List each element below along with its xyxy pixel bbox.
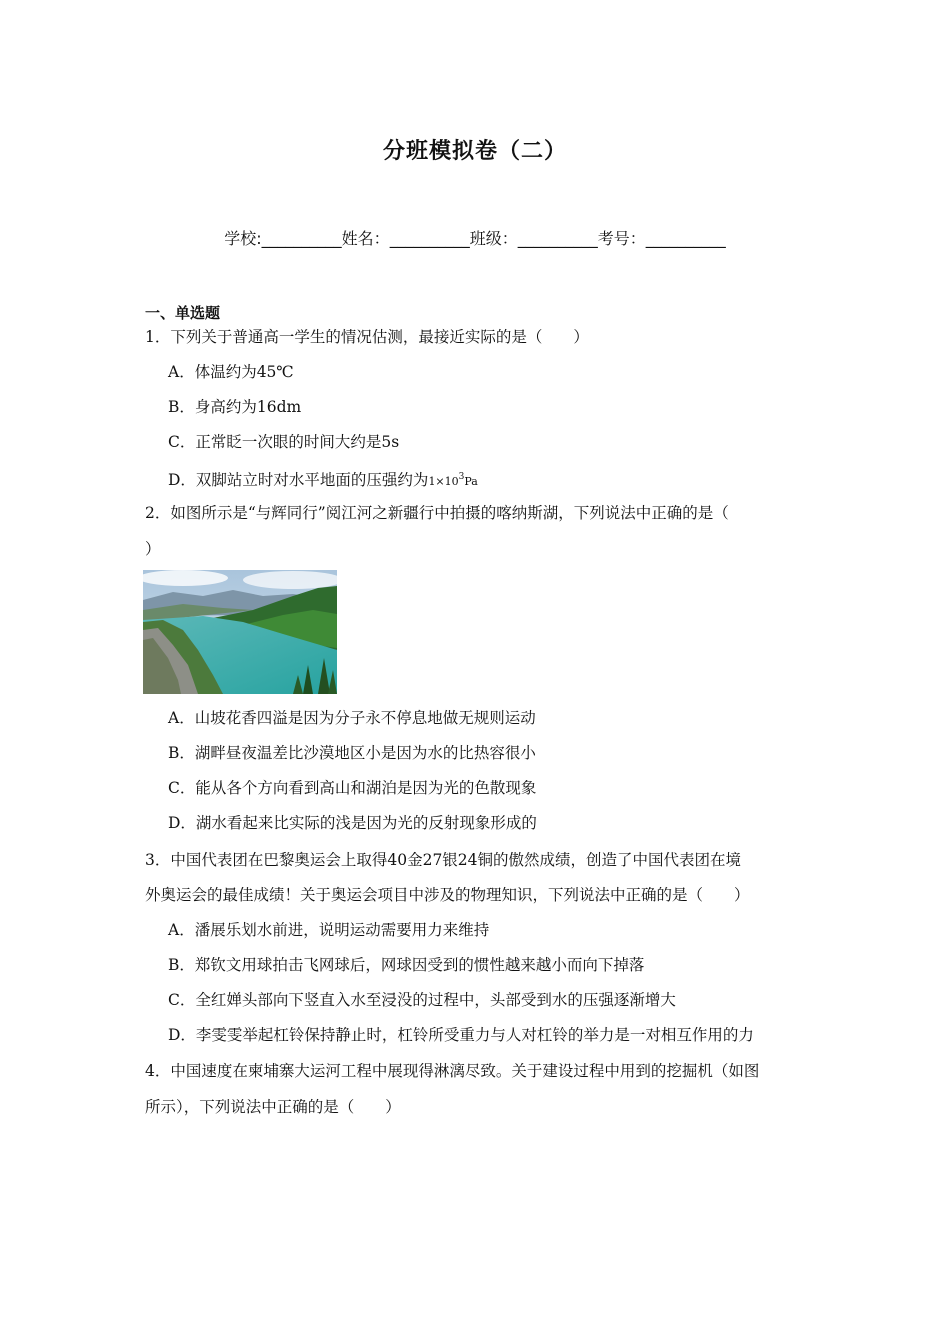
question-2-option-a: A．山坡花香四溢是因为分子永不停息地做无规则运动 — [168, 709, 536, 727]
question-3-option-b: B．郑钦文用球拍击飞网球后，网球因受到的惯性越来越小而向下掉落 — [168, 956, 645, 974]
student-info-line — [0, 226, 950, 249]
name-label: 姓名： — [341, 229, 390, 248]
option-d-text: D．双脚站立时对水平地面的压强约为 — [168, 471, 429, 490]
question-1-option-b: B．身高约为16dm — [168, 398, 302, 416]
question-4-stem-line-1: 4．中国速度在柬埔寨大运河工程中展现得淋漓尽致。关于建设过程中用到的挖掘机（如图 — [145, 1062, 760, 1080]
name-blank: __________ — [389, 229, 470, 248]
question-1-option-c: C．正常眨一次眼的时间大约是5s — [168, 433, 400, 451]
lake-photo-svg — [143, 570, 337, 694]
exam-no-blank: __________ — [645, 229, 726, 248]
question-1-option-a: A．体温约为45℃ — [168, 363, 294, 381]
school-blank: __________ — [261, 229, 342, 248]
question-3-stem-line-1: 3．中国代表团在巴黎奥运会上取得40金27银24铜的傲然成绩，创造了中国代表团在境 — [145, 851, 742, 869]
question-2-option-c: C．能从各个方向看到高山和湖泊是因为光的色散现象 — [168, 779, 537, 797]
question-4-stem-line-2: 所示），下列说法中正确的是（ ） — [145, 1098, 401, 1116]
class-blank: __________ — [517, 229, 598, 248]
formula-base: 1×10 — [428, 475, 459, 489]
question-1-option-d — [168, 467, 478, 492]
school-label: 学校: — [224, 229, 262, 248]
section-heading: 一、单选题 — [145, 304, 221, 322]
question-3-option-d: D．李雯雯举起杠铃保持静止时，杠铃所受重力与人对杠铃的举力是一对相互作用的力 — [168, 1026, 754, 1044]
question-3-option-a: A．潘展乐划水前进，说明运动需要用力来维持 — [168, 921, 490, 939]
question-2-stem-line-1: 2．如图所示是“与辉同行”阅江河之新疆行中拍摄的喀纳斯湖，下列说法中正确的是（ — [145, 504, 729, 522]
formula-exponent: 3 — [458, 472, 465, 482]
question-2-option-d: D．湖水看起来比实际的浅是因为光的反射现象形成的 — [168, 814, 537, 832]
page-title: 分班模拟卷（二） — [382, 139, 567, 164]
question-2-option-b: B．湖畔昼夜温差比沙漠地区小是因为水的比热容很小 — [168, 744, 536, 762]
question-2-stem-line-2: ） — [145, 540, 161, 558]
question-3-option-c: C．全红婵头部向下竖直入水至浸没的过程中，头部受到水的压强逐渐增大 — [168, 991, 676, 1009]
question-3-stem-line-2: 外奥运会的最佳成绩！关于奥运会项目中涉及的物理知识，下列说法中正确的是（ ） — [145, 886, 750, 904]
question-1-stem: 1．下列关于普通高一学生的情况估测，最接近实际的是（ ） — [145, 328, 589, 346]
exam-no-label: 考号： — [597, 229, 646, 248]
formula-unit: Pa — [464, 475, 478, 489]
lake-landscape-photo — [143, 570, 337, 694]
class-label: 班级： — [469, 229, 518, 248]
